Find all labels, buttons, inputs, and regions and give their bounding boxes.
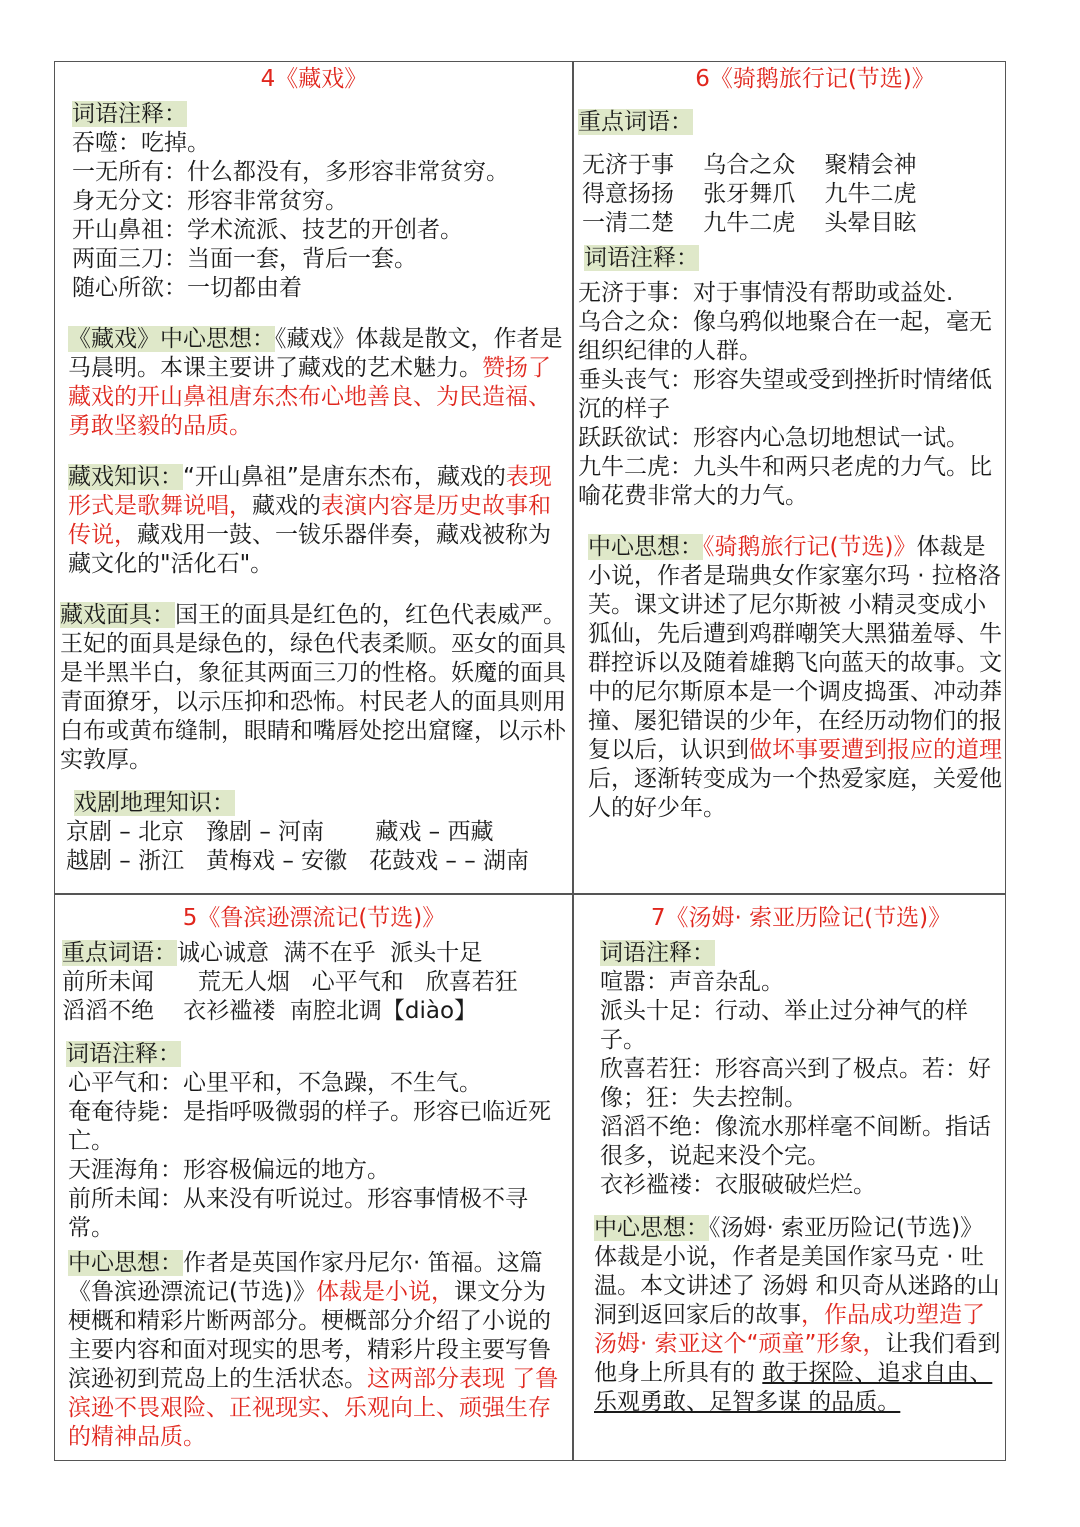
list-item: 天涯海角：形容极偏远的地方。	[68, 1157, 390, 1183]
list-item: 衣衫褴褛：衣服破破烂烂。	[600, 1172, 876, 1198]
theme-paragraph: 中心思想：作者是英国作家丹尼尔· 笛福。这篇《鲁滨逊漂流记(节选)》体裁是小说，课文分为梗概和精彩片断两部分。梗概部分介绍了小说的主要内容和面对现实的思考，精彩片段主要写鲁滨逊初到荒岛上的生活状态。这两部分表现 了鲁滨逊不畏艰险、正视现实、乐观向上、顽强生存的精神品质。	[68, 1250, 559, 1450]
vocab-list	[578, 279, 1002, 511]
vocab-header: 词语注释：	[66, 1041, 181, 1067]
theme-header: 中心思想：	[594, 1215, 709, 1241]
section-title: 6《骑鹅旅行记(节选)》	[695, 66, 935, 92]
geo-line: 京剧 – 北京 豫剧 – 河南 藏戏 – 西藏	[66, 819, 494, 845]
section-qi-e-lvxingji	[578, 64, 1002, 823]
geo-line: 越剧 – 浙江 黄梅戏 – 安徽 花鼓戏 – – 湖南	[66, 848, 530, 874]
list-item: 喧嚣：声音杂乱。	[600, 969, 784, 995]
theme-header: 《藏戏》中心思想：	[68, 326, 275, 352]
geo-header: 戏剧地理知识：	[74, 790, 235, 816]
mask-paragraph: 藏戏面具：国王的面具是红色的，红色代表威严。王妃的面具是绿色的，绿色代表柔顺。巫女的面具是半黑半白，象征其两面三刀的性格。妖魔的面具青面獠牙，以示压抑和恐怖。村民老人的面具则用白布或黄布缝制，眼睛和嘴唇处挖出窟窿，以示朴实敦厚。	[60, 602, 566, 773]
key-words-line: 重点词语：诚心诚意 满不在乎 派头十足	[62, 940, 483, 966]
key-words-line: 无济于事 乌合之众 聚精会神	[582, 152, 917, 178]
list-item: 垂头丧气：形容失望或受到挫折时情绪低沉的样子	[578, 367, 992, 422]
knowledge-paragraph: 藏戏知识：“开山鼻祖”是唐东杰布，藏戏的表现形式是歌舞说唱，藏戏的表演内容是历史故事和传说，藏戏用一鼓、一钹乐器伴奏，藏戏被称为藏文化的"活化石"。	[68, 464, 552, 577]
row-divider	[54, 893, 1006, 895]
list-item: 乌合之众：像乌鸦似地聚合在一起，毫无组织纪律的人群。	[578, 309, 992, 364]
list-item: 九牛二虎：九头牛和两只老虎的力气。比喻花费非常大的力气。	[578, 454, 992, 509]
section-tangmu	[590, 903, 1002, 1417]
column-divider	[572, 61, 574, 1461]
list-item: 无济于事：对于事情没有帮助或益处.	[578, 280, 954, 306]
section-title: 5《鲁滨逊漂流记(节选)》	[182, 905, 446, 931]
list-item: 身无分文：形容非常贫穷。	[72, 188, 348, 214]
list-item: 跃跃欲试：形容内心急切地想试一试。	[578, 425, 969, 451]
knowledge-header: 藏戏知识：	[68, 464, 183, 490]
key-words-list	[578, 151, 1002, 238]
list-item: 吞噬：吃掉。	[72, 130, 210, 156]
key-words-line: 前所未闻 荒无人烟 心平气和 欣喜若狂	[62, 969, 518, 995]
list-item: 欣喜若狂：形容高兴到了极点。若：好像；狂：失去控制。	[600, 1056, 991, 1111]
list-item: 一无所有：什么都没有，多形容非常贫穷。	[72, 159, 509, 185]
theme-paragraph: 中心思想：《骑鹅旅行记(节选)》体裁是小说，作者是瑞典女作家塞尔玛 · 拉格洛芙。课文讲述了尼尔斯被 小精灵变成小狐仙，先后遭到鸡群嘲笑大黑猫羞辱、牛群控诉以及随着雄鹅飞向蓝天的故事。文中的尼尔斯原本是一个调皮捣蛋、冲动莽撞、屡犯错误的少年，在经历动物们的报复以后，认识到做坏事要遭到报应的道理后，逐渐转变成为一个热爱家庭，关爱他人的好少年。	[588, 534, 1002, 821]
section-lubinxun	[62, 903, 566, 1452]
key-words-header: 重点词语：	[578, 109, 693, 135]
vocab-header: 词语注释：	[600, 940, 715, 966]
vocab-header: 词语注释：	[72, 101, 187, 127]
list-item: 滔滔不绝：像流水那样毫不间断。指话很多，说起来没个完。	[600, 1114, 991, 1169]
mask-header: 藏戏面具：	[60, 602, 175, 628]
list-item: 前所未闻：从来没有听说过。形容事情极不寻常。	[68, 1186, 528, 1241]
vocab-list	[62, 1069, 566, 1243]
theme-header: 中心思想：	[588, 534, 703, 560]
key-words-line: 滔滔不绝 衣衫褴褛 南腔北调【diào】	[62, 998, 478, 1024]
list-item: 随心所欲：一切都由着	[72, 275, 302, 301]
vocab-header: 词语注释：	[584, 245, 699, 271]
list-item: 心平气和：心里平和，不急躁，不生气。	[68, 1070, 482, 1096]
section-title: 7《汤姆· 索亚历险记(节选)》	[650, 905, 952, 931]
vocab-list	[62, 129, 566, 303]
key-words-line: 一清二楚 九牛二虎 头晕目眩	[582, 210, 917, 236]
theme-paragraph: 《藏戏》中心思想：《藏戏》体裁是散文，作者是马晨明。本课主要讲了藏戏的艺术魅力。赞扬了藏戏的开山鼻祖唐东杰布心地善良、为民造福、勇敢坚毅的品质。	[68, 326, 563, 439]
section-title: 4《藏戏》	[260, 66, 368, 92]
list-item: 派头十足：行动、举止过分神气的样子。	[600, 998, 968, 1053]
theme-paragraph: 中心思想：《汤姆· 索亚历险记(节选)》体裁是小说，作者是美国作家马克 · 吐温。本文讲述了 汤姆 和贝奇从迷路的山洞到返回家后的故事，作品成功塑造了汤姆· 索亚这个“顽童”形象，让我们看到他身上所具有的 敢于探险、追求自由、乐观勇敢、足智多谋 的品质。	[594, 1215, 1001, 1415]
list-item: 开山鼻祖：学术流派、技艺的开创者。	[72, 217, 463, 243]
list-item: 两面三刀：当面一套，背后一套。	[72, 246, 417, 272]
theme-header: 中心思想：	[68, 1250, 183, 1276]
vocab-list	[590, 968, 1002, 1200]
key-words-header: 重点词语：	[62, 940, 177, 966]
section-zangxi	[62, 64, 566, 876]
key-words-line: 得意扬扬 张牙舞爪 九牛二虎	[582, 181, 917, 207]
list-item: 奄奄待毙：是指呼吸微弱的样子。形容已临近死亡。	[68, 1099, 551, 1154]
